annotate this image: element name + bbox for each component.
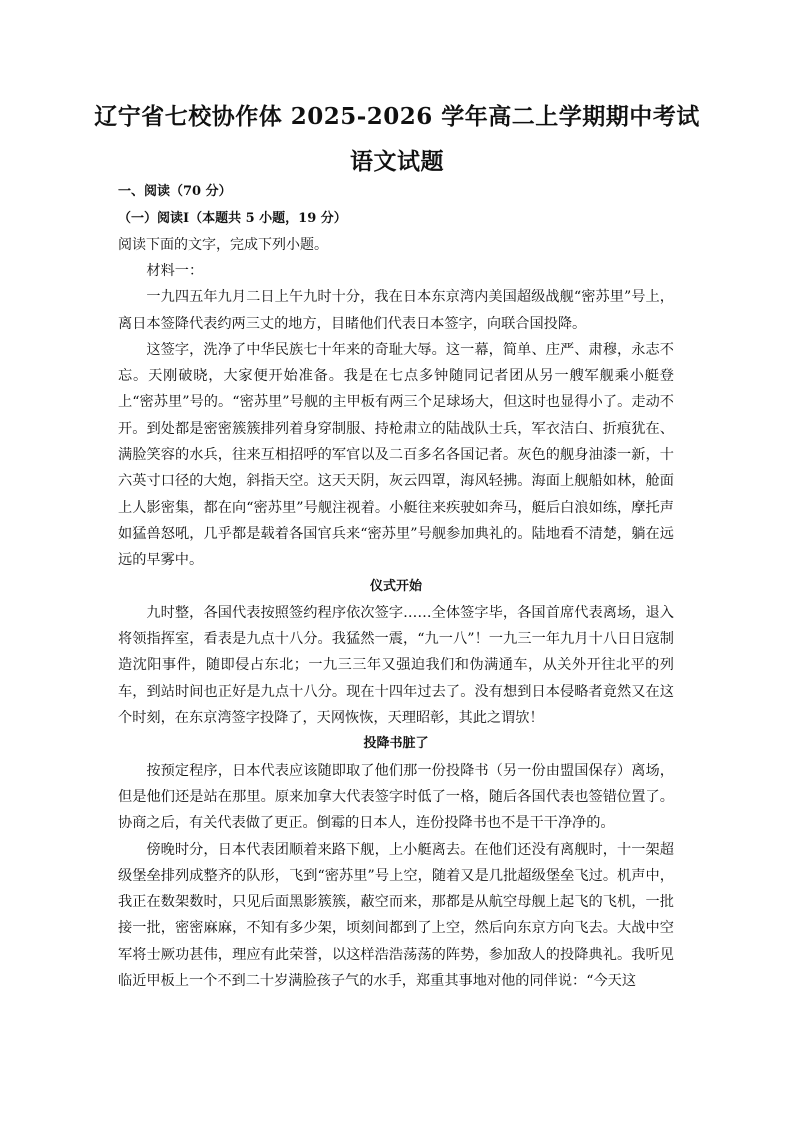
subsection-heading: （一）阅读Ⅰ（本题共 5 小题，19 分） [118, 211, 347, 226]
exam-subject-title: 语文试题 [350, 148, 444, 175]
passage-paragraph: 九时整，各国代表按照签约程序依次签字……全体签字毕，各国首席代表离场，退入将领指挥室，看表是九点十八分。我猛然一震，“九一八”！一九三一年九月十八日日寇制造沈阳事件，随即侵占东北；一九三三年又强迫我们和伪满通车，从关外开往北平的列车，到站时间也正好是九点十八分。现在十四年过去了。没有想到日本侵略者竟然又在这个时刻，在东京湾签字投降了，天网恢恢，天理昭彰，其此之谓欤！ [118, 604, 674, 727]
passage-subheading: 投降书脏了 [363, 736, 429, 752]
material-label: 材料一： [146, 263, 204, 279]
passage-paragraph: 傍晚时分，日本代表团顺着来路下舰，上小艇离去。在他们还没有离舰时，十一架超级堡垒排列成整齐的队形，飞到“密苏里”号上空，随着又是几批超级堡垒飞过。机声中，我正在数架数时，只见后面黑影簇簇，蔽空而来，那都是从航空母舰上起飞的飞机，一批接一批，密密麻麻，不知有多少架，顷刻间都到了上空，然后向东京方向飞去。大战中空军将士厥功甚伟，理应有此荣誉，以这样浩浩荡荡的阵势，参加敌人的投降典礼。我听见临近甲板上一个不到二十岁满脸孩子气的水手，郑重其事地对他的同伴说：“今天这 [118, 841, 674, 990]
passage-paragraph: 一九四五年九月二日上午九时十分，我在日本东京湾内美国超级战舰“密苏里”号上，离日本签降代表约两三丈的地方，目睹他们代表日本签字，向联合国投降。 [118, 289, 674, 332]
exam-title: 辽宁省七校协作体 2025-2026 学年高二上学期期中考试 [94, 103, 700, 130]
reading-instruction: 阅读下面的文字，完成下列小题。 [118, 237, 328, 253]
section-heading: 一、阅读（70 分） [118, 184, 232, 199]
passage-subheading: 仪式开始 [369, 578, 422, 594]
passage-paragraph: 这签字，洗净了中华民族七十年来的奇耻大辱。这一幕，简单、庄严、肃穆，永志不忘。天刚破晓，大家便开始准备。我是在七点多钟随同记者团从另一艘军舰乘小艇登上“密苏里”号的。“密苏里”号舰的主甲板有两三个足球场大，但这时也显得小了。走动不开。到处都是密密簇簇排列着身穿制服、持枪肃立的陆战队士兵，军衣洁白、折痕犹在、满脸笑容的水兵，往来互相招呼的军官以及二百多名各国记者。灰色的舰身油漆一新，十六英寸口径的大炮，斜指天空。这天天阴，灰云四罩，海风轻拂。海面上舰船如林，舱面上人影密集，都在向“密苏里”号舰注视着。小艇往来疾驶如奔马，艇后白浪如练，摩托声如猛兽怒吼，几乎都是载着各国官兵来“密苏里”号舰参加典礼的。陆地看不清楚，躺在远远的早雾中。 [118, 341, 674, 569]
reading-passage [118, 258, 674, 994]
passage-paragraph: 按预定程序，日本代表应该随即取了他们那一份投降书（另一份由盟国保存）离场，但是他们还是站在那里。原来加拿大代表签字时低了一格，随后各国代表也签错位置了。协商之后，有关代表做了更正。倒霉的日本人，连份投降书也不是干干净净的。 [118, 762, 674, 832]
